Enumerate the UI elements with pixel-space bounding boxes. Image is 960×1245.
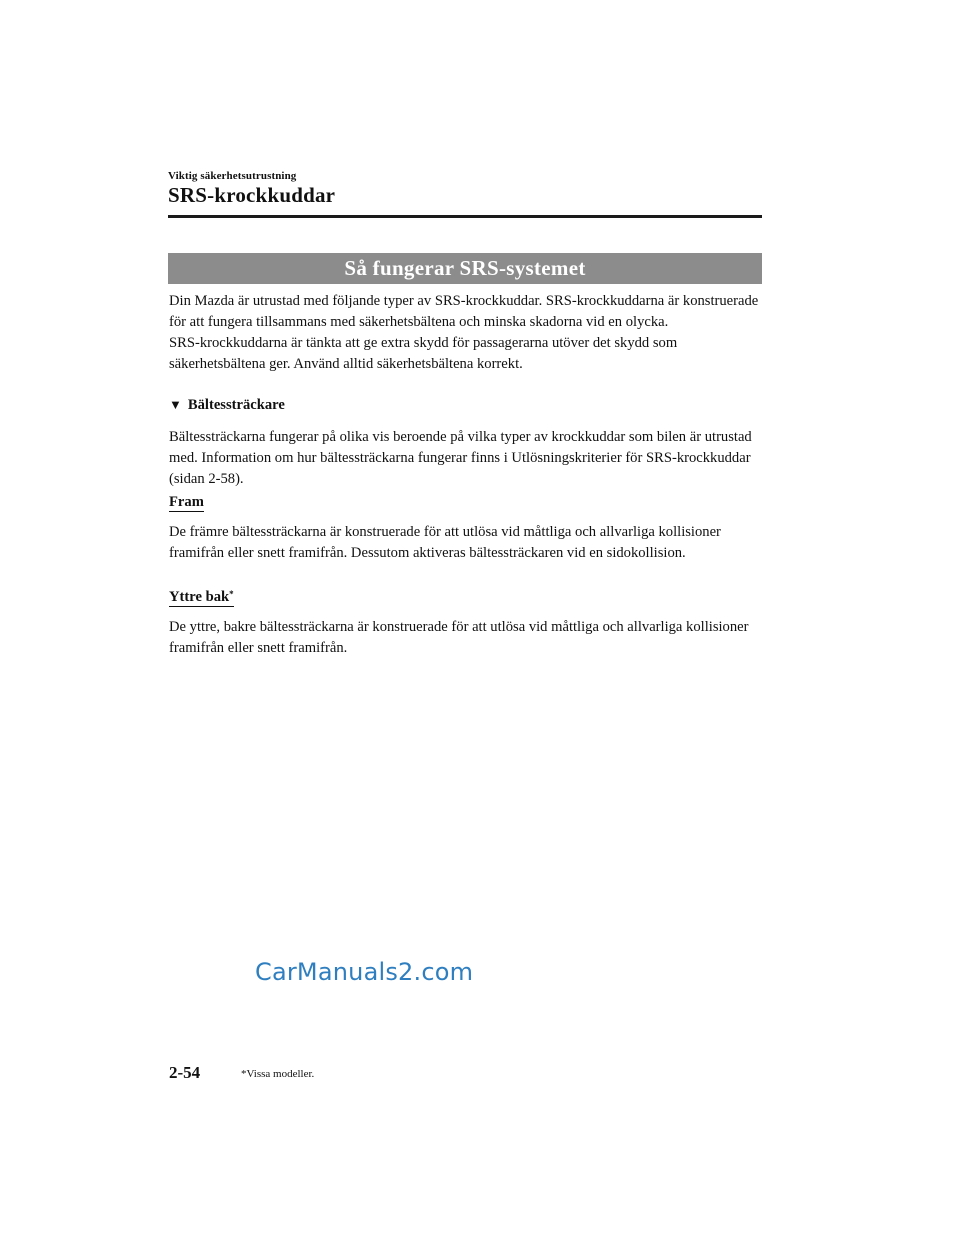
watermark-logo: CarManuals2.com	[255, 958, 474, 986]
chapter-label: Viktig säkerhetsutrustning	[168, 170, 297, 182]
intro-paragraph-1: Din Mazda är utrustad med följande typer av SRS-krockkuddar. SRS-krockkuddarna är konstruerade för att fungera tillsammans med säkerhetsbältena och minska skadorna vid en olycka.	[169, 293, 759, 330]
header-divider	[168, 215, 762, 218]
front-heading	[169, 494, 204, 512]
pretensioner-heading	[169, 397, 285, 414]
section-banner-title: Så fungerar SRS-systemet	[344, 256, 586, 280]
rear-outer-paragraph: De yttre, bakre bältessträckarna är konstruerade för att utlösa vid måttliga och allvarliga kollisioner framifrån eller snett framifrån.	[169, 619, 749, 656]
page-title: SRS-krockkuddar	[168, 183, 336, 207]
rear-outer-heading-label: Yttre bak	[169, 589, 230, 605]
front-heading-label: Fram	[169, 494, 204, 510]
section-banner	[168, 253, 762, 284]
optional-equipment-asterisk: *	[229, 589, 234, 599]
page-number: 2-54	[169, 1063, 201, 1082]
pretensioner-text	[169, 427, 763, 490]
pretensioner-paragraph: Bältessträckarna fungerar på olika vis beroende på vilka typer av krockkuddar som bilen är utrustad med. Information om hur bältessträckarna fungerar finns i Utlösningskriterier för SRS-krockkuddar (sidan 2-58).	[169, 429, 752, 487]
rear-outer-heading	[169, 589, 234, 607]
intro-paragraph-2: SRS-krockkuddarna är tänkta att ge extra skydd för passagerarna utöver det skydd som säkerhetsbältena ger. Använd alltid säkerhetsbältena korrekt.	[169, 335, 678, 372]
intro-text	[169, 291, 763, 375]
front-paragraph: De främre bältessträckarna är konstruerade för att utlösa vid måttliga och allvarliga kollisioner framifrån eller snett framifrån. Dessutom aktiveras bältessträckaren vid en sidokollision.	[169, 524, 721, 561]
triangle-down-icon: ▼	[169, 397, 182, 412]
rear-outer-text	[169, 617, 763, 659]
pretensioner-heading-label: Bältessträckare	[187, 397, 285, 413]
footnote: *Vissa modeller.	[241, 1068, 315, 1080]
front-text	[169, 522, 763, 564]
